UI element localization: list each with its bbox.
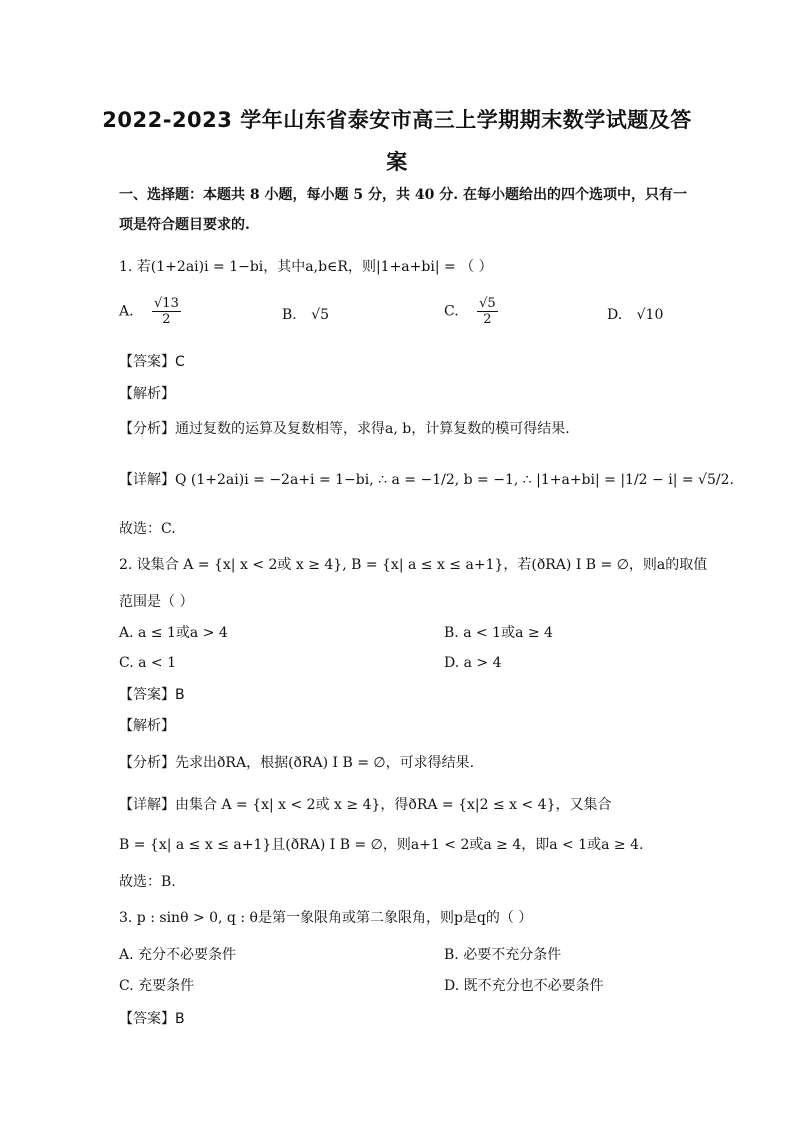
q1-fenxi: 【分析】通过复数的运算及复数相等，求得a, b，计算复数的模可得结果. (119, 421, 570, 437)
q1-option-b (282, 305, 329, 325)
denominator: 2 (483, 312, 492, 327)
numerator: √5 (479, 296, 496, 311)
q2-analysis-title: 【解析】 (119, 718, 175, 734)
q2-detail-line1: 【详解】由集合 A = {x| x < 2或 x ≥ 4}，得ðRA = {x|2 ≤ x < 4}，又集合 (119, 797, 612, 813)
q1-detail: 【详解】Q (1+2ai)i = −2a+i = 1−bi, ∴ a = −1/2, b = −1, ∴ |1+a+bi| = |1/2 − i| = √5/2. (119, 472, 734, 488)
option-label: A. (119, 303, 134, 320)
q1-choice: 故选：C. (119, 521, 176, 537)
q2-fenxi: 【分析】先求出ðRA，根据(ðRA) I B = ∅，可求得结果. (119, 755, 475, 771)
q2-option-d: D. a > 4 (444, 655, 502, 671)
q1-option-c (444, 296, 498, 327)
denominator: 2 (162, 312, 171, 327)
option-label: C. (444, 303, 459, 320)
document-title-line2: 案 (386, 150, 408, 174)
option-label: B. (282, 307, 297, 323)
q3-option-d: D. 既不充分也不必要条件 (444, 978, 604, 994)
q2-detail-line2: B = {x| a ≤ x ≤ a+1}且(ðRA) I B = ∅，则a+1 < 2或a ≥ 4，即a < 1或a ≥ 4. (119, 837, 644, 853)
q2-stem-line2: 范围是（ ） (119, 594, 194, 610)
q1-option-a (119, 296, 181, 327)
q2-stem-line1: 2. 设集合 A = {x| x < 2或 x ≥ 4}, B = {x| a ≤ x ≤ a+1}，若(ðRA) I B = ∅，则a的取值 (119, 557, 708, 573)
q2-answer: 【答案】B (119, 687, 185, 703)
q3-option-b: B. 必要不充分条件 (444, 947, 562, 963)
numerator: √13 (154, 296, 179, 311)
fraction (152, 296, 181, 327)
fraction (477, 296, 498, 327)
q1-option-d (607, 305, 663, 325)
q2-choice: 故选：B. (119, 874, 176, 890)
q2-option-c: C. a < 1 (119, 655, 176, 671)
section-heading-line2: 项是符合题目要求的. (119, 217, 250, 233)
section-heading-line1: 一、选择题：本题共 8 小题，每小题 5 分，共 40 分. 在每小题给出的四个选项中，只有一 (119, 187, 687, 203)
q3-option-c: C. 充要条件 (119, 978, 195, 994)
q3-answer: 【答案】B (119, 1011, 185, 1027)
q1-analysis-title: 【解析】 (119, 386, 175, 402)
q3-stem: 3. p : sinθ > 0, q : θ是第一象限角或第二象限角，则p是q的（ ） (119, 910, 533, 926)
q2-option-a: A. a ≤ 1或a > 4 (119, 625, 228, 641)
option-label: D. (607, 307, 623, 323)
option-value: √5 (311, 307, 330, 323)
document-title-line1: 2022-2023 学年山东省泰安市高三上学期期末数学试题及答 (102, 108, 692, 132)
q3-option-a: A. 充分不必要条件 (119, 947, 237, 963)
option-value: √10 (636, 307, 664, 323)
q2-option-b: B. a < 1或a ≥ 4 (444, 625, 553, 641)
q1-answer: 【答案】C (119, 354, 185, 370)
q1-stem: 1. 若(1+2ai)i = 1−bi，其中a,b∈R，则|1+a+bi| = （ ） (119, 259, 493, 275)
